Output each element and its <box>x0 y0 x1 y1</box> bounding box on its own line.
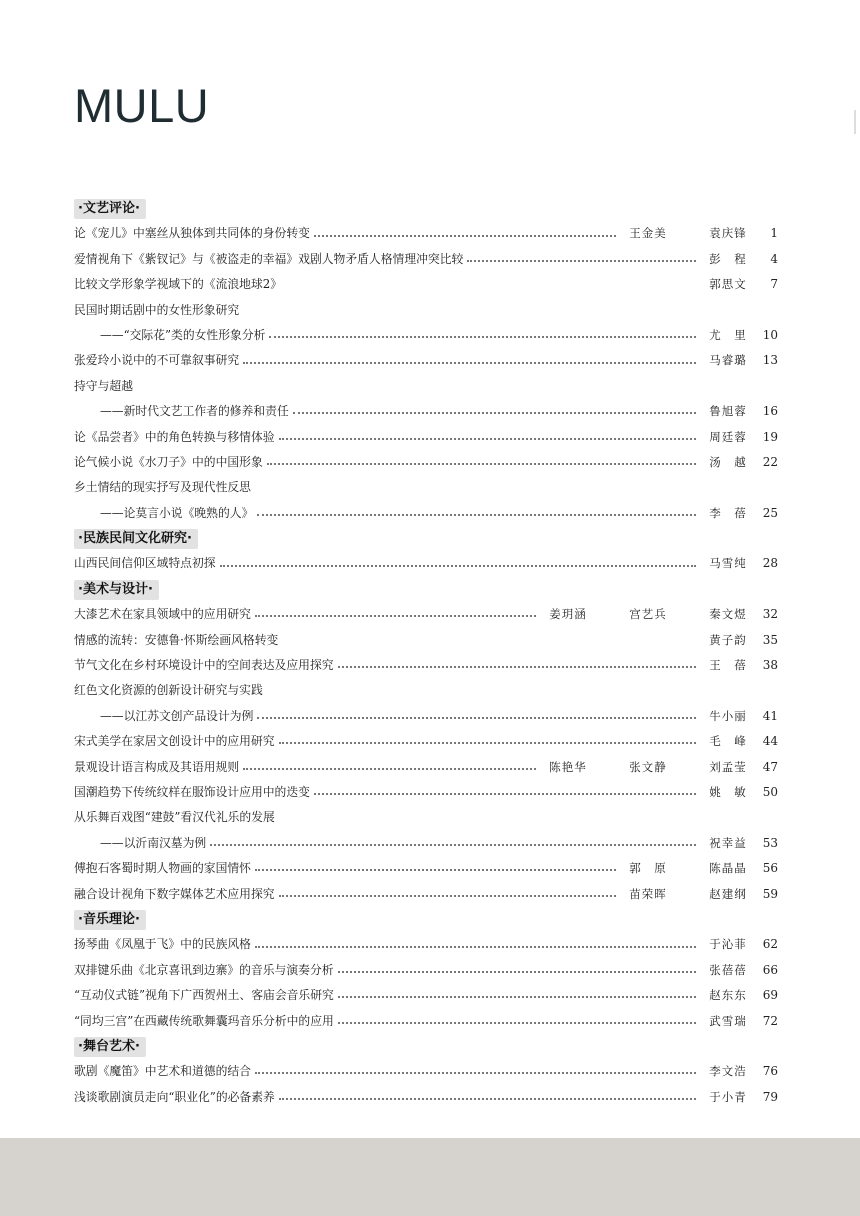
toc-entry <box>74 958 778 983</box>
toc-entry <box>74 729 778 754</box>
toc-title: 双排键乐曲《北京喜讯到边寨》的音乐与演奏分析 <box>74 962 334 977</box>
toc-entry <box>74 551 778 576</box>
page-number: 44 <box>762 734 778 749</box>
toc-title: 从乐舞百戏图“建鼓”看汉代礼乐的发展 <box>74 810 275 825</box>
toc-entry <box>74 780 778 805</box>
toc-heading <box>74 678 774 703</box>
toc-heading <box>74 298 774 323</box>
dot-leader <box>279 894 616 897</box>
toc-entry <box>74 425 778 450</box>
toc-entry <box>74 628 778 653</box>
toc-title: ——以沂南汉墓为例 <box>100 835 207 850</box>
toc-entry <box>74 831 778 856</box>
author-name: 赵建纲 <box>709 886 747 901</box>
dot-leader <box>279 437 696 440</box>
toc-entry <box>74 1085 778 1110</box>
toc-heading <box>74 374 774 399</box>
toc-entry <box>74 221 778 246</box>
toc-title: ——论莫言小说《晚熟的人》 <box>100 505 254 520</box>
page-number: 7 <box>770 277 778 292</box>
author-name: 苗荣晖 <box>629 886 667 901</box>
toc-entry <box>74 399 778 424</box>
author-name: 祝幸益 <box>709 835 747 850</box>
page-number: 38 <box>762 658 778 673</box>
author-name: 郭思文 <box>709 277 747 292</box>
author-name: 毛 峰 <box>709 734 747 749</box>
dot-leader <box>257 513 696 516</box>
page-number: 79 <box>762 1089 778 1104</box>
page-number: 22 <box>762 454 778 469</box>
author-name: 武雪瑞 <box>709 1013 747 1028</box>
toc-title: “互动仪式链”视角下广西贺州土、客庙会音乐研究 <box>74 988 334 1003</box>
author-name: 李文浩 <box>709 1064 747 1079</box>
toc-title: 大漆艺术在家具领域中的应用研究 <box>74 607 251 622</box>
toc-title: 国潮趋势下传统纹样在服饰设计应用中的迭变 <box>74 784 310 799</box>
author-name: 汤 越 <box>709 454 747 469</box>
toc-title: 浅谈歌剧演员走向“职业化”的必备素养 <box>74 1089 275 1104</box>
footer-band <box>0 1138 860 1216</box>
section-title: ·文艺评论· <box>74 199 146 219</box>
section-title: ·音乐理论· <box>74 910 146 930</box>
toc-entry <box>74 1009 778 1034</box>
toc-title: 歌剧《魔笛》中艺术和道德的结合 <box>74 1064 251 1079</box>
toc-entry <box>74 348 778 373</box>
page-title: MULU <box>74 79 210 132</box>
dot-leader <box>338 970 696 973</box>
toc-entry <box>74 653 778 678</box>
page-number: 59 <box>762 886 778 901</box>
dot-leader <box>257 716 696 719</box>
dot-leader <box>243 361 696 364</box>
author-name: 王 蓓 <box>709 658 747 673</box>
author-name: 马睿璐 <box>709 353 747 368</box>
toc-entry <box>74 932 778 957</box>
page-number: 25 <box>762 505 778 520</box>
author-name: 鲁旭蓉 <box>709 404 747 419</box>
page-number: 69 <box>762 988 778 1003</box>
author-name: 牛小丽 <box>709 708 747 723</box>
author-name: 姚 敏 <box>709 784 747 799</box>
page-number: 4 <box>770 251 778 266</box>
page-number: 19 <box>762 429 778 444</box>
author-name: 郭 原 <box>629 861 667 876</box>
dot-leader <box>243 767 536 770</box>
toc-title: 扬琴曲《凤凰于飞》中的民族风格 <box>74 937 251 952</box>
toc-title: 论气候小说《水刀子》中的中国形象 <box>74 454 263 469</box>
dot-leader <box>279 1097 696 1100</box>
dot-leader <box>279 741 696 744</box>
author-name: 马雪纯 <box>709 556 747 571</box>
page-number: 53 <box>762 835 778 850</box>
author-name: 袁庆锋 <box>709 226 747 241</box>
toc-title: 持守与超越 <box>74 378 133 393</box>
dot-leader <box>267 462 696 465</box>
author-name: 黄子韵 <box>709 632 747 647</box>
toc-entry <box>74 1059 778 1084</box>
section-header <box>74 196 774 221</box>
dot-leader <box>314 234 616 237</box>
dot-leader <box>314 792 696 795</box>
dot-leader <box>255 868 616 871</box>
dot-leader <box>269 335 696 338</box>
author-name: 李 蓓 <box>709 505 747 520</box>
toc-entry <box>74 704 778 729</box>
author-name: 刘孟莹 <box>709 759 747 774</box>
dot-leader <box>255 945 696 948</box>
page-number: 50 <box>762 784 778 799</box>
toc-entry <box>74 450 778 475</box>
dot-leader <box>255 614 536 617</box>
dot-leader <box>338 1021 696 1024</box>
section-title: ·舞台艺术· <box>74 1037 146 1057</box>
toc-title: 情感的流转：安德鲁·怀斯绘画风格转变 <box>74 632 279 647</box>
dot-leader <box>467 259 696 262</box>
toc-title: 节气文化在乡村环境设计中的空间表达及应用探究 <box>74 658 334 673</box>
page-number: 62 <box>762 937 778 952</box>
author-name: 尤 里 <box>709 327 747 342</box>
page-number: 32 <box>762 607 778 622</box>
author-name: 张文静 <box>629 759 667 774</box>
section-title: ·民族民间文化研究· <box>74 529 198 549</box>
toc-title: 红色文化资源的创新设计研究与实践 <box>74 683 263 698</box>
dot-leader <box>210 843 696 846</box>
page-number: 72 <box>762 1013 778 1028</box>
author-name: 赵东东 <box>709 988 747 1003</box>
toc-title: 景观设计语言构成及其语用规则 <box>74 759 240 774</box>
section-title: ·美术与设计· <box>74 580 159 600</box>
toc-title: 乡土情结的现实抒写及现代性反思 <box>74 480 251 495</box>
toc-title: 宋式美学在家居文创设计中的应用研究 <box>74 734 275 749</box>
toc-entry <box>74 501 778 526</box>
toc-title: “同均三宫”在西藏传统歌舞囊玛音乐分析中的应用 <box>74 1013 334 1028</box>
toc-entry <box>74 247 778 272</box>
author-name: 于沁菲 <box>709 937 747 952</box>
page-number: 47 <box>762 759 778 774</box>
page-number: 28 <box>762 556 778 571</box>
author-name: 陈晶晶 <box>709 861 747 876</box>
toc-entry <box>74 272 778 297</box>
toc-title: ——“交际花”类的女性形象分析 <box>100 327 266 342</box>
toc-title: 张爱玲小说中的不可靠叙事研究 <box>74 353 240 368</box>
toc-title: 论《宠儿》中塞丝从独体到共同体的身份转变 <box>74 226 310 241</box>
toc-title: 傅抱石客蜀时期人物画的家国情怀 <box>74 861 251 876</box>
author-name: 于小青 <box>709 1089 747 1104</box>
toc-title: ——以江苏文创产品设计为例 <box>100 708 254 723</box>
toc-heading <box>74 805 774 830</box>
dot-leader <box>293 411 696 414</box>
toc-title: 融合设计视角下数字媒体艺术应用探究 <box>74 886 275 901</box>
toc-title: 山西民间信仰区域特点初探 <box>74 556 216 571</box>
page-number: 41 <box>762 708 778 723</box>
toc-title: 爱情视角下《紫钗记》与《被盗走的幸福》戏剧人物矛盾人格情理冲突比较 <box>74 251 464 266</box>
toc-title: 论《品尝者》中的角色转换与移情体验 <box>74 429 275 444</box>
section-header <box>74 577 774 602</box>
author-name: 王金美 <box>629 226 667 241</box>
page-number: 66 <box>762 962 778 977</box>
page-number: 76 <box>762 1064 778 1079</box>
toc-entry <box>74 856 778 881</box>
toc-title: 民国时期话剧中的女性形象研究 <box>74 302 240 317</box>
author-name: 张蓓蓓 <box>709 962 747 977</box>
section-header <box>74 1034 774 1059</box>
toc-title: ——新时代文艺工作者的修养和责任 <box>100 404 289 419</box>
section-header <box>74 907 774 932</box>
dot-leader <box>338 995 696 998</box>
author-name: 秦文煜 <box>709 607 747 622</box>
author-name: 姜玥涵 <box>549 607 587 622</box>
author-name: 宫艺兵 <box>629 607 667 622</box>
author-name: 陈艳华 <box>549 759 587 774</box>
toc-title: 比较文学形象学视域下的《流浪地球2》 <box>74 277 283 292</box>
dot-leader <box>255 1071 696 1074</box>
page-number: 1 <box>770 226 778 241</box>
toc-entry <box>74 882 778 907</box>
section-header <box>74 526 774 551</box>
table-of-contents <box>74 196 778 1110</box>
page-number: 35 <box>762 632 778 647</box>
toc-entry <box>74 983 778 1008</box>
edge-mark <box>854 110 860 134</box>
toc-entry <box>74 755 778 780</box>
toc-entry <box>74 323 778 348</box>
toc-heading <box>74 475 774 500</box>
dot-leader <box>220 564 696 567</box>
author-name: 彭 程 <box>709 251 747 266</box>
author-name: 周廷蓉 <box>709 429 747 444</box>
dot-leader <box>338 665 696 668</box>
page-number: 16 <box>762 404 778 419</box>
page-number: 13 <box>762 353 778 368</box>
page-number: 10 <box>762 327 778 342</box>
toc-entry <box>74 602 778 627</box>
page-number: 56 <box>762 861 778 876</box>
